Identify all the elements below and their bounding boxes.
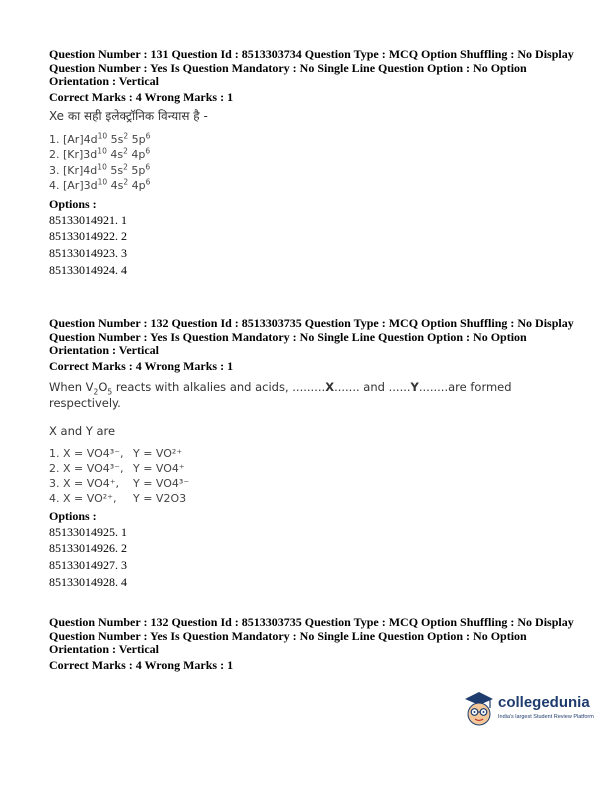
question-marks: Correct Marks : 4 Wrong Marks : 1 <box>49 89 234 104</box>
option-id: 85133014921. 1 <box>49 212 127 227</box>
options-label: Options : <box>49 508 97 523</box>
choice-4: 4. $[Ar]3d^{10}$ $4s^2$ $4p^6$ <box>49 177 151 193</box>
question-132-repeat <box>49 616 579 672</box>
question-header: Question Number : 131 Question Id : 8513303734 Question Type : MCQ Option Shuffling : No Display Question Number : Yes Is Question Mandatory : No Single Line Question Option : No Option Orientation : Vertical <box>49 47 574 89</box>
option-id: 85133014926. 2 <box>49 541 127 556</box>
answer-choices <box>49 132 579 194</box>
option-id: 85133014922. 2 <box>49 229 127 244</box>
mascot-icon <box>462 690 496 730</box>
logo-wordmark: collegedunia <box>498 694 590 711</box>
question-132 <box>49 317 579 590</box>
choice-2: 2. $[Kr]3d^{10}$ $4s^2$ $4p^6$ <box>49 146 151 162</box>
question-text: Xe का सही इलेक्ट्रॉनिक विन्यास है - <box>49 108 208 123</box>
choice-3: 3. $[Kr]4d^{10}$ $5s^2$ $5p^6$ <box>49 162 151 177</box>
option-id: 85133014924. 4 <box>49 262 127 277</box>
option-id: 85133014923. 3 <box>49 245 127 260</box>
answer-choices <box>49 446 579 506</box>
choice-4: 4. X = VO²⁺, Y = V2O3 <box>49 491 187 505</box>
question-131 <box>49 48 579 278</box>
choice-2: 2. X = VO4³⁻, Y = VO4⁺ <box>49 461 185 475</box>
choice-3: 3. X = VO4⁺, Y = VO4³⁻ <box>49 476 190 490</box>
option-id: 85133014928. 4 <box>49 574 127 589</box>
options-label: Options : <box>49 196 97 211</box>
question-header: Question Number : 132 Question Id : 8513303735 Question Type : MCQ Option Shuffling : No Display Question Number : Yes Is Question Mandatory : No Single Line Question Option : No Option Orientation : Vertical <box>49 316 574 358</box>
collegedunia-logo <box>462 690 597 734</box>
choice-1: 1. X = VO4³⁻, Y = VO²⁺ <box>49 446 183 460</box>
question-subtext: X and Y are <box>49 423 116 438</box>
logo-tagline: India's largest Student Review Platform <box>498 714 594 720</box>
question-marks: Correct Marks : 4 Wrong Marks : 1 <box>49 358 234 373</box>
question-header: Question Number : 132 Question Id : 8513303735 Question Type : MCQ Option Shuffling : No Display Question Number : Yes Is Question Mandatory : No Single Line Question Option : No Option Orientation : Vertical <box>49 615 574 657</box>
question-marks: Correct Marks : 4 Wrong Marks : 1 <box>49 657 234 672</box>
choice-1: 1. $[Ar]4d^{10}$ $5s^2$ $5p^6$ <box>49 131 151 146</box>
question-text: When $V_2O_5$ reacts with alkalies and acids, .........X....... and ......Y........are formed respectively. <box>49 379 512 410</box>
option-id: 85133014927. 3 <box>49 557 127 572</box>
option-id: 85133014925. 1 <box>49 524 127 539</box>
